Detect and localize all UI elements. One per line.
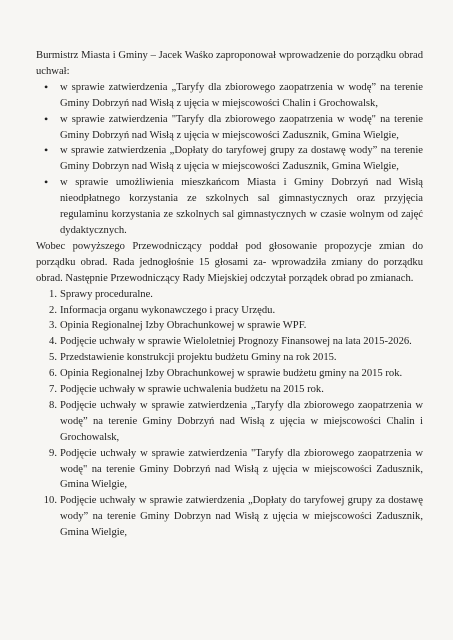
voting-paragraph: Wobec powyższego Przewodniczący poddał pod głosowanie propozycje zmian do porządku obrad. Rada jednogłośnie 15 głosami za- wprowadziła zmiany do porządku obrad. Następnie Przewodniczący Rady Miejskiej odczytał porządek obrad po zmianach. <box>36 240 423 284</box>
bullet-icon: • <box>44 175 49 190</box>
agenda-item-text: Przedstawienie konstrukcji projektu budżetu Gminy na rok 2015. <box>60 352 337 364</box>
bullet-item <box>44 143 423 175</box>
agenda-item-text: Informacja organu wykonawczego i pracy Urzędu. <box>60 304 276 316</box>
bullet-icon: • <box>44 111 49 126</box>
bullet-item <box>44 175 423 239</box>
agenda-item-text: Podjęcie uchwały w sprawie uchwalenia budżetu na 2015 rok. <box>60 384 324 396</box>
agenda-item-number: 4. <box>49 336 57 348</box>
agenda-item-number: 10. <box>43 495 57 507</box>
agenda-item-text: Opinia Regionalnej Izby Obrachunkowej w sprawie WPF. <box>60 320 307 332</box>
agenda-item <box>49 287 423 303</box>
agenda-item <box>49 303 423 319</box>
agenda-item-number: 5. <box>49 352 57 364</box>
resolution-bullet-list <box>36 80 423 239</box>
bullet-item <box>44 79 423 112</box>
agenda-list <box>36 287 423 542</box>
agenda-item <box>49 366 423 382</box>
agenda-item-number: 3. <box>49 320 57 332</box>
bullet-item <box>44 111 423 144</box>
bullet-text: w sprawie zatwierdzenia "Taryfy dla zbiorowego zaopatrzenia w wodę" na terenie Gminy Dobrzyń nad Wisłą z ujęcia w miejscowości Zadusznik, Gmina Wielgie, <box>60 113 423 141</box>
agenda-item <box>43 493 423 541</box>
bullet-text: w sprawie zatwierdzenia „Taryfy dla zbiorowego zaopatrzenia w wodę” na terenie Gminy Dobrzyń nad Wisłą z ujęcia w miejscowości Chalin i Grochowalsk, <box>60 81 423 109</box>
agenda-item <box>49 318 423 334</box>
agenda-item-text: Opinia Regionalnej Izby Obrachunkowej w sprawie budżetu gminy na 2015 rok. <box>60 368 403 380</box>
agenda-item-number: 8. <box>49 399 57 411</box>
bullet-icon: • <box>44 143 49 158</box>
agenda-item <box>49 350 423 366</box>
agenda-item <box>49 398 423 446</box>
agenda-item-text: Podjęcie uchwały w sprawie zatwierdzenia „Dopłaty do taryfowej grupy za dostawę wody” na terenie Gminy Dobrzyn nad Wisłą z ujęcia w miejscowości Zadusznik, Gmina Wielgie, <box>60 495 423 539</box>
agenda-item-number: 7. <box>49 384 57 396</box>
agenda-item-number: 1. <box>49 288 57 300</box>
agenda-item-number: 2. <box>49 304 57 316</box>
agenda-item-number: 6. <box>49 368 57 380</box>
agenda-item-text: Podjęcie uchwały w sprawie zatwierdzenia "Taryfy dla zbiorowego zaopatrzenia w wodę" na terenie Gminy Dobrzyń nad Wisłą z ujęcia w miejscowości Zadusznik, Gmina Wielgie, <box>60 447 423 491</box>
agenda-item <box>49 334 423 350</box>
agenda-item-text: Podjęcie uchwały w sprawie Wieloletniej Prognozy Finansowej na lata 2015-2026. <box>60 336 412 348</box>
bullet-icon: • <box>44 79 49 94</box>
agenda-item-number: 9. <box>49 447 57 459</box>
bullet-text: w sprawie zatwierdzenia „Dopłaty do taryfowej grupy za dostawę wody” na terenie Gminy Dobrzyn nad Wisłą z ujęcia w miejscowości Zadusznik, Gmina Wielgie, <box>60 145 423 173</box>
bullet-text: w sprawie umożliwienia mieszkańcom Miasta i Gminy Dobrzyń nad Wisłą nieodpłatnego korzystania ze szkolnych sal gimnastycznych oraz przyjęcia regulaminu korzystania ze szkolnych sal gimnastycznych w czasie wolnym od zajęć dydaktycznych. <box>60 177 423 236</box>
agenda-item-text: Sprawy proceduralne. <box>60 288 153 300</box>
agenda-item <box>49 446 423 494</box>
intro-paragraph: Burmistrz Miasta i Gminy – Jacek Waśko zaproponował wprowadzenie do porządku obrad uchwał: <box>36 50 423 77</box>
agenda-item <box>49 382 423 398</box>
agenda-item-text: Podjęcie uchwały w sprawie zatwierdzenia „Taryfy dla zbiorowego zaopatrzenia w wodę” na terenie Gminy Dobrzyń nad Wisłą z ujęcia w miejscowości Chalin i Grochowalsk, <box>60 399 423 443</box>
